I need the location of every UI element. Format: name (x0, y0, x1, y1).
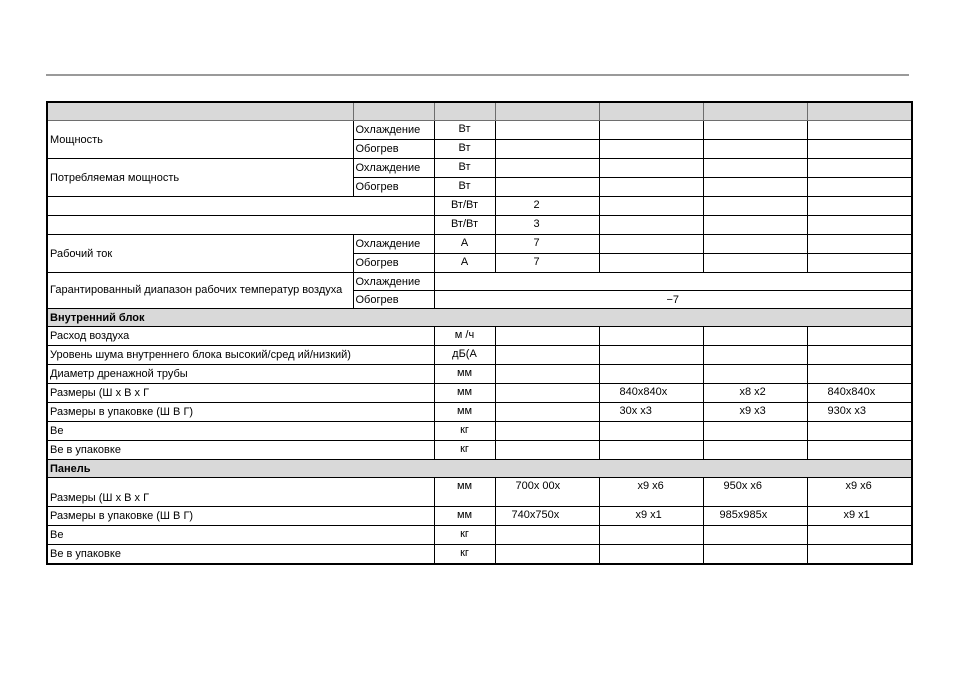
table-row (47, 384, 912, 403)
table-row (47, 403, 912, 422)
header-cell (807, 102, 912, 121)
header-rule (46, 74, 909, 76)
table-row (47, 526, 912, 545)
unit-cell: А (434, 254, 495, 273)
unit-cell: кг (434, 545, 495, 565)
table-row (47, 273, 912, 291)
value-cell: 950x x6 (703, 478, 807, 507)
unit-cell: мм (434, 403, 495, 422)
table-row (47, 159, 912, 178)
mode-label: Обогрев (353, 178, 434, 197)
value-cell: 30x x3 (599, 403, 703, 422)
value-cell: 3 (495, 216, 599, 235)
mode-label: Охлаждение (353, 159, 434, 178)
row-label: Размеры в упаковке (Ш В Г) (47, 507, 434, 526)
unit-cell: мм (434, 365, 495, 384)
unit-cell: м /ч (434, 327, 495, 346)
header-cell (703, 102, 807, 121)
value-cell: 700x 00x (495, 478, 599, 507)
row-label: Размеры (Ш х В х Г (47, 478, 434, 507)
table-row (47, 545, 912, 565)
unit-cell: кг (434, 526, 495, 545)
section-title: Внутренний блок (47, 309, 912, 327)
row-label: Уровень шума внутреннего блока высокий/сред ий/низкий) (47, 346, 434, 365)
row-label: Ве в упаковке (47, 441, 434, 460)
unit-cell: Вт (434, 140, 495, 159)
unit-cell: кг (434, 422, 495, 441)
mode-label: Обогрев (353, 140, 434, 159)
unit-cell: Вт (434, 121, 495, 140)
mode-label: Охлаждение (353, 235, 434, 254)
row-label: Потребляемая мощность (47, 159, 353, 197)
unit-cell: Вт (434, 159, 495, 178)
value-cell: 740x750x (495, 507, 599, 526)
value-cell: x9 x6 (599, 478, 703, 507)
unit-cell: мм (434, 478, 495, 507)
row-label: Ве (47, 422, 434, 441)
section-title: Панель (47, 460, 912, 478)
unit-cell: Вт/Вт (434, 197, 495, 216)
table-row (47, 478, 912, 507)
unit-cell: дБ(А (434, 346, 495, 365)
table-row (47, 365, 912, 384)
value-cell: 985x985x (703, 507, 807, 526)
row-label: Расход воздуха (47, 327, 434, 346)
value-cell: x9 x1 (807, 507, 912, 526)
value-cell: 840x840x (807, 384, 912, 403)
table-row (47, 441, 912, 460)
table-row (47, 346, 912, 365)
row-label: Гарантированный диапазон рабочих температур воздуха (47, 273, 353, 309)
section-header (47, 460, 912, 478)
header-cell (47, 102, 353, 121)
table-row (47, 197, 912, 216)
value-cell: 7 (495, 235, 599, 254)
row-label: Ве в упаковке (47, 545, 434, 565)
table-row (47, 327, 912, 346)
table-row (47, 507, 912, 526)
row-label: Ве (47, 526, 434, 545)
value-cell: x9 x1 (599, 507, 703, 526)
unit-cell: Вт (434, 178, 495, 197)
mode-label: Охлаждение (353, 273, 434, 291)
header-cell (353, 102, 434, 121)
table-row (47, 235, 912, 254)
section-header (47, 309, 912, 327)
table-header-row (47, 102, 912, 121)
row-label: Мощность (47, 121, 353, 159)
value-cell: 840x840x (599, 384, 703, 403)
mode-label: Охлаждение (353, 121, 434, 140)
row-label (47, 216, 434, 235)
value-cell: x9 x6 (807, 478, 912, 507)
value-cell: −7 (434, 291, 912, 309)
value-cell: x9 x3 (703, 403, 807, 422)
value-cell: 7 (495, 254, 599, 273)
header-cell (434, 102, 495, 121)
row-label: Рабочий ток (47, 235, 353, 273)
value-cell: x8 x2 (703, 384, 807, 403)
header-cell (599, 102, 703, 121)
value-cell: 930x x3 (807, 403, 912, 422)
table-row (47, 422, 912, 441)
unit-cell: А (434, 235, 495, 254)
table-row (47, 216, 912, 235)
row-label: Диаметр дренажной трубы (47, 365, 434, 384)
unit-cell: кг (434, 441, 495, 460)
row-label: Размеры в упаковке (Ш В Г) (47, 403, 434, 422)
spec-table (46, 101, 913, 565)
mode-label: Обогрев (353, 254, 434, 273)
header-cell (495, 102, 599, 121)
table-row (47, 121, 912, 140)
mode-label: Обогрев (353, 291, 434, 309)
row-label (47, 197, 434, 216)
value-cell: 2 (495, 197, 599, 216)
unit-cell: мм (434, 507, 495, 526)
unit-cell: Вт/Вт (434, 216, 495, 235)
unit-cell: мм (434, 384, 495, 403)
row-label: Размеры (Ш х В х Г (47, 384, 434, 403)
